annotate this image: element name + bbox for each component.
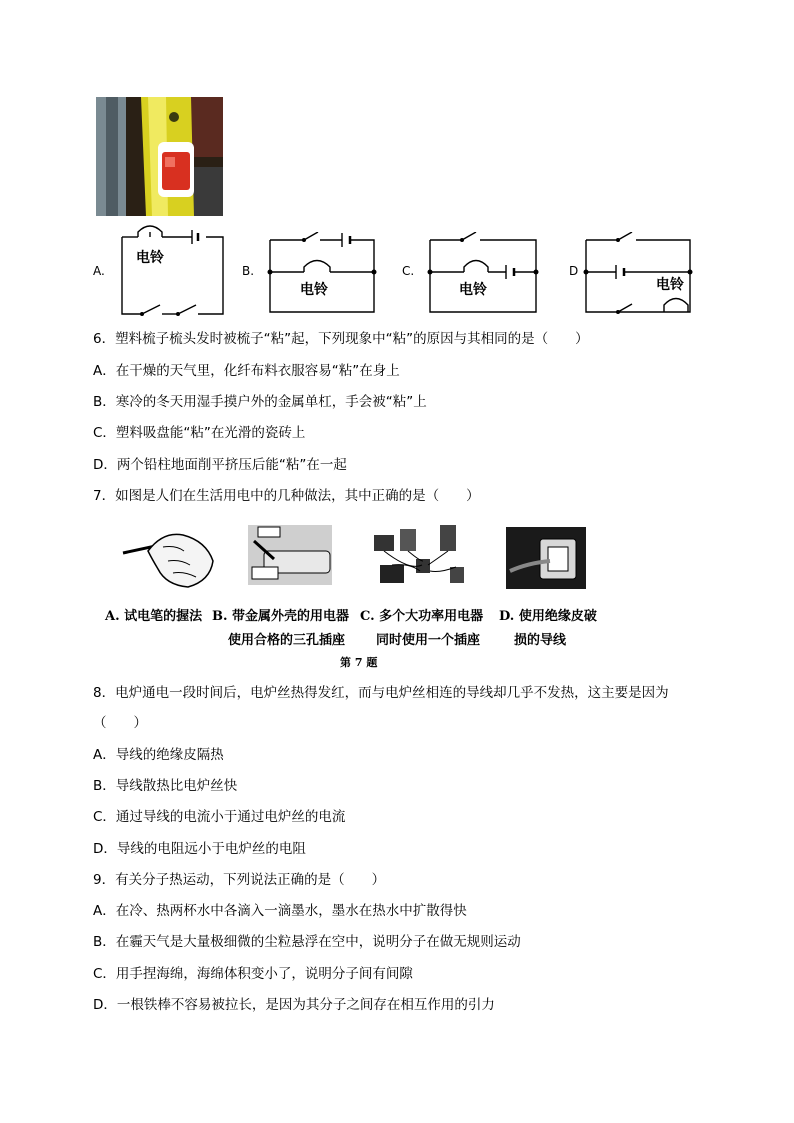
figure-7-socket [244, 521, 336, 589]
question-8-option-c: C．通过导线的电流小于通过电炉丝的电流 [93, 809, 346, 825]
figure-7-caption-c-line2: 同时使用一个插座 [376, 633, 481, 648]
circuit-diagram-b [266, 232, 378, 314]
question-6-option-a: A．在干燥的天气里，化纤布料衣服容易“粘”在身上 [93, 363, 400, 379]
bell-label-d: 电铃 [656, 277, 684, 293]
figure-7-caption-b-line1: B. 带金属外壳的用电器 [212, 609, 350, 624]
figure-7-pen-grip [118, 521, 218, 591]
option-label-b: B. [242, 264, 255, 278]
circuit-diagram-a [120, 222, 230, 317]
bell-label-c: 电铃 [459, 282, 487, 298]
question-7-stem: 7．如图是人们在生活用电中的几种做法，其中正确的是（ ） [93, 488, 480, 504]
question-8-option-d: D．导线的电阻远小于电炉丝的电阻 [93, 841, 306, 857]
question-8-option-a: A．导线的绝缘皮隔热 [93, 747, 224, 763]
question-9-option-a: A．在冷、热两杯水中各滴入一滴墨水，墨水在热水中扩散得快 [93, 903, 467, 919]
bell-label-a: 电铃 [136, 250, 164, 266]
circuit-diagram-c [426, 232, 540, 314]
figure-7-caption-b-line2: 使用合格的三孔插座 [228, 633, 346, 648]
figure-7-caption-d-line1: D. 使用绝缘皮破 [499, 609, 597, 624]
question-6-stem: 6．塑料梳子梳头发时被梳子“粘”起，下列现象中“粘”的原因与其相同的是（ ） [93, 331, 589, 347]
bell-label-b: 电铃 [300, 282, 328, 298]
figure-7-label: 第 7 题 [340, 656, 378, 669]
option-label-c: C. [402, 264, 415, 278]
question-9-option-b: B．在霾天气是大量极细微的尘粒悬浮在空中，说明分子在做无规则运动 [93, 934, 521, 950]
option-label-a: A. [93, 264, 105, 278]
question-8-option-b: B．导线散热比电炉丝快 [93, 778, 238, 794]
question-6-option-c: C．塑料吸盘能“粘”在光滑的瓷砖上 [93, 425, 306, 441]
question-8-stem: 8．电炉通电一段时间后，电炉丝热得发红，而与电炉丝相连的导线却几乎不发热，这主要是因为 [93, 685, 669, 701]
option-label-d: D [569, 264, 579, 278]
doorbell-photo [96, 97, 223, 216]
question-9-stem: 9．有关分子热运动，下列说法正确的是（ ） [93, 872, 386, 888]
figure-7-damaged-wire [500, 521, 592, 593]
figure-7-caption-c-line1: C. 多个大功率用电器 [360, 609, 484, 624]
circuit-diagram-d [582, 232, 694, 314]
question-9-option-d: D．一根铁棒不容易被拉长，是因为其分子之间存在相互作用的引力 [93, 997, 495, 1013]
question-6-option-b: B．寒冷的冬天用湿手摸户外的金属单杠，手会被“粘”上 [93, 394, 427, 410]
figure-7-caption-d-line2: 损的导线 [514, 633, 567, 648]
question-6-option-d: D．两个铅柱地面削平挤压后能“粘”在一起 [93, 457, 347, 473]
figure-7-caption-a: A. 试电笔的握法 [105, 609, 203, 624]
figure-7-multiple-appliances [370, 521, 470, 591]
question-8-stem-cont: （ ） [93, 715, 147, 731]
question-9-option-c: C．用手捏海绵，海绵体积变小了，说明分子间有间隙 [93, 966, 413, 982]
